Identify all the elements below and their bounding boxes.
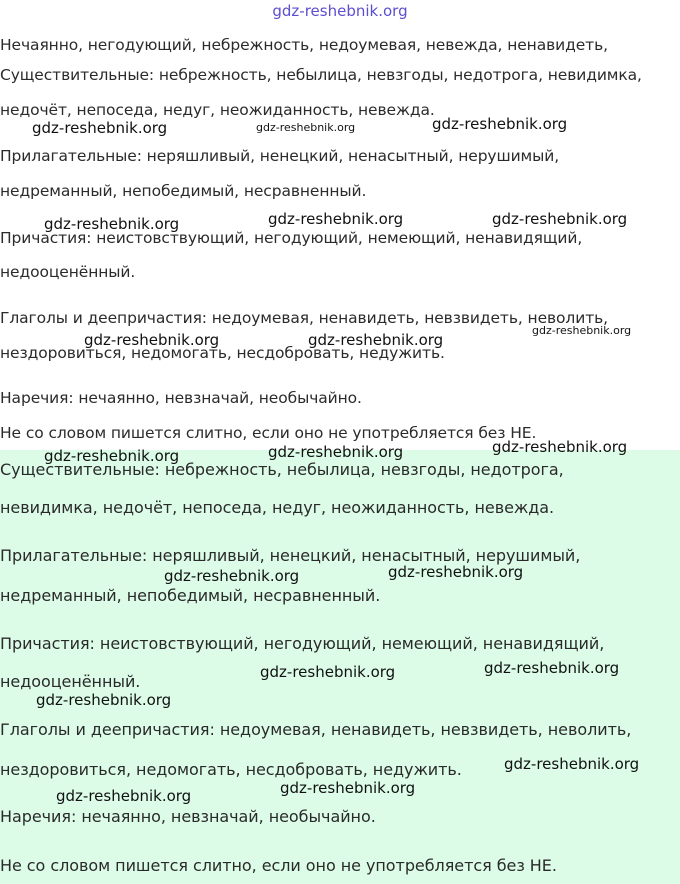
- watermark-text: gdz-reshebnik.org: [256, 121, 356, 134]
- text-line: Глаголы и деепричастия: недоумевая, ненавидеть, невзвидеть, неволить,: [0, 720, 632, 739]
- text-line: недреманный, непобедимый, несравненный.: [0, 182, 367, 200]
- text-line: невидимка, недочёт, непоседа, недуг, неожиданность, невежда.: [0, 498, 555, 517]
- text-line: нездоровиться, недомогать, несдобровать, недужить.: [0, 760, 462, 779]
- text-line: Не со словом пишется слитно, если оно не употребляется без НЕ.: [0, 424, 537, 442]
- text-line: недочёт, непоседа, недуг, неожиданность, невежда.: [0, 101, 435, 119]
- watermark-text: gdz-reshebnik.org: [280, 779, 416, 797]
- text-line: Существительные: небрежность, небылица, невзгоды, недотрога, невидимка,: [0, 66, 642, 84]
- text-line: недреманный, непобедимый, несравненный.: [0, 586, 381, 605]
- watermark-text: gdz-reshebnik.org: [492, 210, 628, 228]
- watermark-text: gdz-reshebnik.org: [44, 215, 180, 233]
- text-line: недооценённый.: [0, 672, 141, 691]
- watermark-text: gdz-reshebnik.org: [260, 663, 396, 681]
- watermark-text: gdz-reshebnik.org: [492, 438, 628, 456]
- watermark-text: gdz-reshebnik.org: [56, 787, 192, 805]
- watermark-text: gdz-reshebnik.org: [532, 324, 632, 337]
- watermark-text: gdz-reshebnik.org: [432, 115, 568, 133]
- text-line: Глаголы и деепричастия: недоумевая, ненавидеть, невзвидеть, неволить,: [0, 309, 608, 327]
- text-line: Прилагательные: неряшливый, ненецкий, ненасытный, нерушимый,: [0, 147, 560, 165]
- site-header-link[interactable]: gdz-reshebnik.org: [272, 2, 408, 20]
- text-line: недооценённый.: [0, 263, 136, 281]
- text-line: Наречия: нечаянно, невзначай, необычайно.: [0, 389, 362, 407]
- watermark-text: gdz-reshebnik.org: [268, 443, 404, 461]
- watermark-text: gdz-reshebnik.org: [32, 119, 168, 137]
- text-line: Существительные: небрежность, небылица, невзгоды, недотрога,: [0, 460, 564, 479]
- watermark-text: gdz-reshebnik.org: [44, 447, 180, 465]
- watermark-text: gdz-reshebnik.org: [164, 567, 300, 585]
- watermark-text: gdz-reshebnik.org: [84, 331, 220, 349]
- watermark-text: gdz-reshebnik.org: [308, 331, 444, 349]
- text-line: Причастия: неистовствующий, негодующий, немеющий, ненавидящий,: [0, 229, 583, 247]
- watermark-text: gdz-reshebnik.org: [36, 691, 172, 709]
- watermark-text: gdz-reshebnik.org: [268, 210, 404, 228]
- text-line: нездоровиться, недомогать, несдобровать, недужить.: [0, 344, 445, 362]
- text-line: Наречия: нечаянно, невзначай, необычайно.: [0, 807, 376, 826]
- text-line: Прилагательные: неряшливый, ненецкий, ненасытный, нерушимый,: [0, 546, 581, 565]
- watermark-text: gdz-reshebnik.org: [484, 659, 620, 677]
- text-line: Причастия: неистовствующий, негодующий, немеющий, ненавидящий,: [0, 634, 605, 653]
- text-line: Не со словом пишется слитно, если оно не употребляется без НЕ.: [0, 856, 557, 875]
- text-line: Нечаянно, негодующий, небрежность, недоумевая, невежда, ненавидеть,: [0, 36, 608, 54]
- watermark-text: gdz-reshebnik.org: [388, 563, 524, 581]
- watermark-text: gdz-reshebnik.org: [504, 755, 640, 773]
